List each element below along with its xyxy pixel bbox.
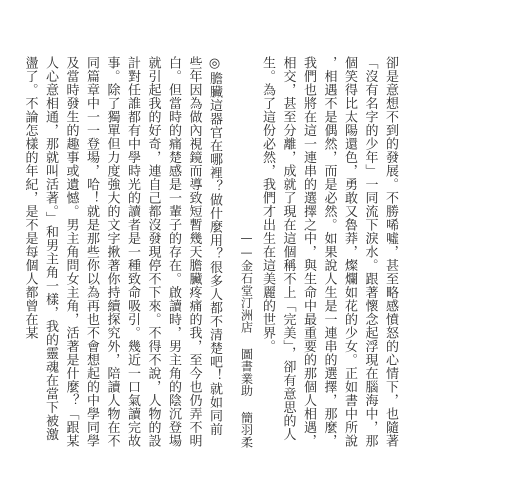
paragraph-gap bbox=[224, 56, 236, 448]
review-paragraph-2: ◎膽臟這器官在哪裡？做什麼用？很多人都不清楚吧！就如同前些年因為做內視鏡而導致短暫幾天膽臟疼痛的我，至今也仍弄不明白。但當時的痛楚感是一輩子的存在。啟讀時，男主角的陰沉登場就引起我的好奇，連自己都沒發現停不下來。不得不說，人物的設計對任誰都有中學時光的讀者是一種致命吸引。幾近一口氣讀完故事。除了獨單但力度強大的文字揪著你持續探究外，陪讀人物在不同篇章中一一登場，哈！就是那些你以為再也不會想起的中學同學及當時發生的趣事或遺憾。男主角問女主角，活著是什麼？「跟某人心意相通，那就叫活著。」和男主角一樣，我的靈魂在當下被激盪了。不論怎樣的年紀，是不是每個人都曾在某 bbox=[22, 56, 222, 448]
review-attribution: ——金石堂汀洲店 圖書業助 簡羽柔 bbox=[239, 230, 254, 448]
review-paragraph-1: 卻是意想不到的發展。不勝唏噓，甚至略感憤怒的心情下，也隨著「沒有名字的少年」一同流下淚水。跟著懷念起浮現在腦海中，那個笑得比太陽還色，勇敢又魯莽，燦爛如花的少女。正如書中所說，相遇不是偶然，而是必然。如果說人生是一連串的選擇，那麼，我們也將在這一連串的選擇之中，與生命中最重要的那個人相遇，相交，甚至分離，成就了現在這個稱不上「完美」，卻有意思的人生。為了這份必然，我們才出生在這美麗的世界。 bbox=[260, 56, 398, 448]
vertical-text-block bbox=[19, 56, 400, 448]
